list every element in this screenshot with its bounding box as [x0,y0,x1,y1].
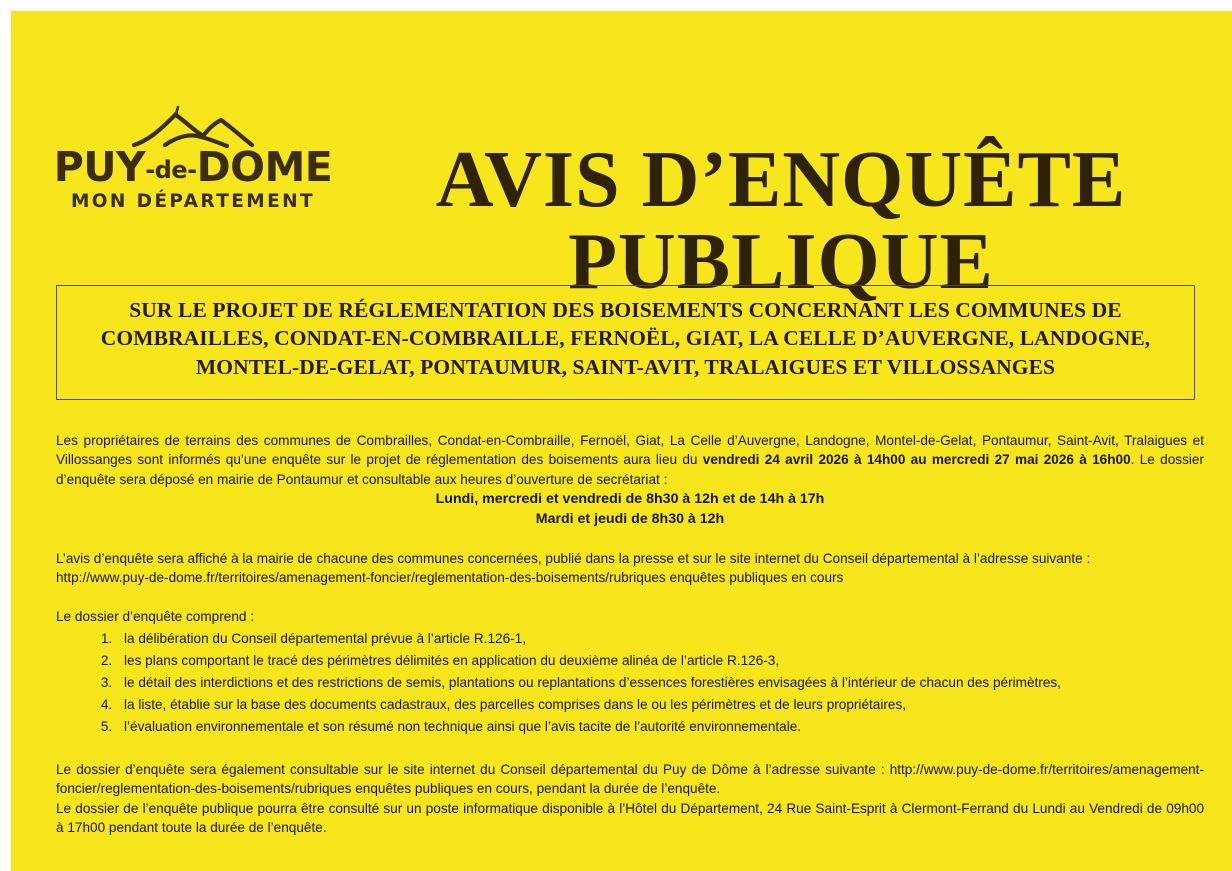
logo-word-puy: PUY [53,143,146,191]
poster-header [11,11,1232,306]
announcement-dates: vendredi 24 avril 2026 à 14h00 au mercredi 27 mai 2026 à 16h00 [702,452,1131,468]
list-item: 4. la liste, établie sur la base des documents cadastraux, des parcelles comprises dans le ou les périmètres et de leurs propriétaires, [116,694,1204,716]
logo-word-de: -de- [145,156,197,184]
announcement-part2: . Le dossier d’enquête sera déposé en mairie de Pontaumur et consultable aux heures d’ouverture de secrétariat : [56,452,1204,487]
file-contents-intro: Le dossier d’enquête comprend : [56,608,254,624]
logo-tagline: MON DÉPARTEMENT [70,191,316,212]
paragraph-online-access: Le dossier d’enquête sera également consultable sur le site internet du Conseil départemental du Puy de Dôme à l’adresse suivante : http://www.puy-de-dome.fr/territoires/amenagement-foncier/reglementation-des-boisements/rubriques enquêtes publiques en cours, pendant la durée de l’enquête. [56,762,1204,797]
page-title-line1: AVIS D’ENQUÊTE [435,135,1127,224]
list-item: 5. l’évaluation environnementale et son résumé non technique ainsi que l’avis tacite de l’autorité environnementale. [116,716,1204,738]
list-item: 2. les plans comportant le tracé des périmètres délimités en application du deuxième alinéa de l’article R.126-3, [116,650,1204,672]
website-url-primary: http://www.puy-de-dome.fr/territoires/amenagement-foncier/reglementation-des-boisements/rubriques enquêtes publiques en cours [56,570,844,586]
list-item: 3. le détail des interdictions et des restrictions de semis, plantations ou replantations d’essences forestières envisagées à l’intérieur de chacun des périmètres, [116,672,1204,694]
subject-text: SUR LE PROJET DE RÉGLEMENTATION DES BOISEMENTS CONCERNANT LES COMMUNES DE COMBRAILLES, CONDAT-EN-COMBRAILLE, FERNOËL, GIAT, LA CELLE D’AUVERGNE, LANDOGNE, MONTEL-DE-GELAT, PONTAUMUR, SAINT-AVIT, TRALAIGUES ET VILLOSSANGES [100,298,1151,379]
opening-hours-line-1: Lundi, mercredi et vendredi de 8h30 à 12h et de 14h à 17h [435,490,825,507]
logo-word-dome: DOME [196,143,333,191]
paragraph-announcement [56,431,1204,489]
spacer [56,588,1204,607]
announcement-part1: Les propriétaires de terrains des communes de Combrailles, Condat-en-Combraille, Fernoël, Giat, La Celle d’Auvergne, Landogne, Montel-de-Gelat, Pontaumur, Saint-Avit, Tralaigues et Villossanges sont informés qu’une enquête sur le projet de réglementation des boisements aura lieu du [56,433,1204,468]
file-contents-list [56,628,1204,738]
list-item: 1. la délibération du Conseil départemental prévue à l’article R.126-1, [116,628,1204,650]
poster-page [11,11,1232,871]
page-title-line2: PUBLIQUE [568,217,994,306]
body-content [56,431,1204,837]
spacer [56,530,1204,549]
opening-hours-line-2: Mardi et jeudi de 8h30 à 12h [535,511,725,528]
department-logo [48,105,338,212]
spacer [56,738,1204,760]
page-title [341,135,1221,306]
subject-box [56,285,1195,400]
logo-wordmark [48,143,338,191]
paragraph-publication: L’avis d’enquête sera affiché à la mairie de chacune des communes concernées, publié dans la presse et sur le site internet du Conseil départemental à l’adresse suivante : [56,551,1091,567]
paragraph-onsite-access: Le dossier de l’enquête publique pourra être consulté sur un poste informatique disponible à l’Hôtel du Département, 24 Rue Saint-Esprit à Clermont-Ferrand du Lundi au Vendredi de 09h00 à 17h00 pendant toute la durée de l’enquête. [56,800,1204,835]
